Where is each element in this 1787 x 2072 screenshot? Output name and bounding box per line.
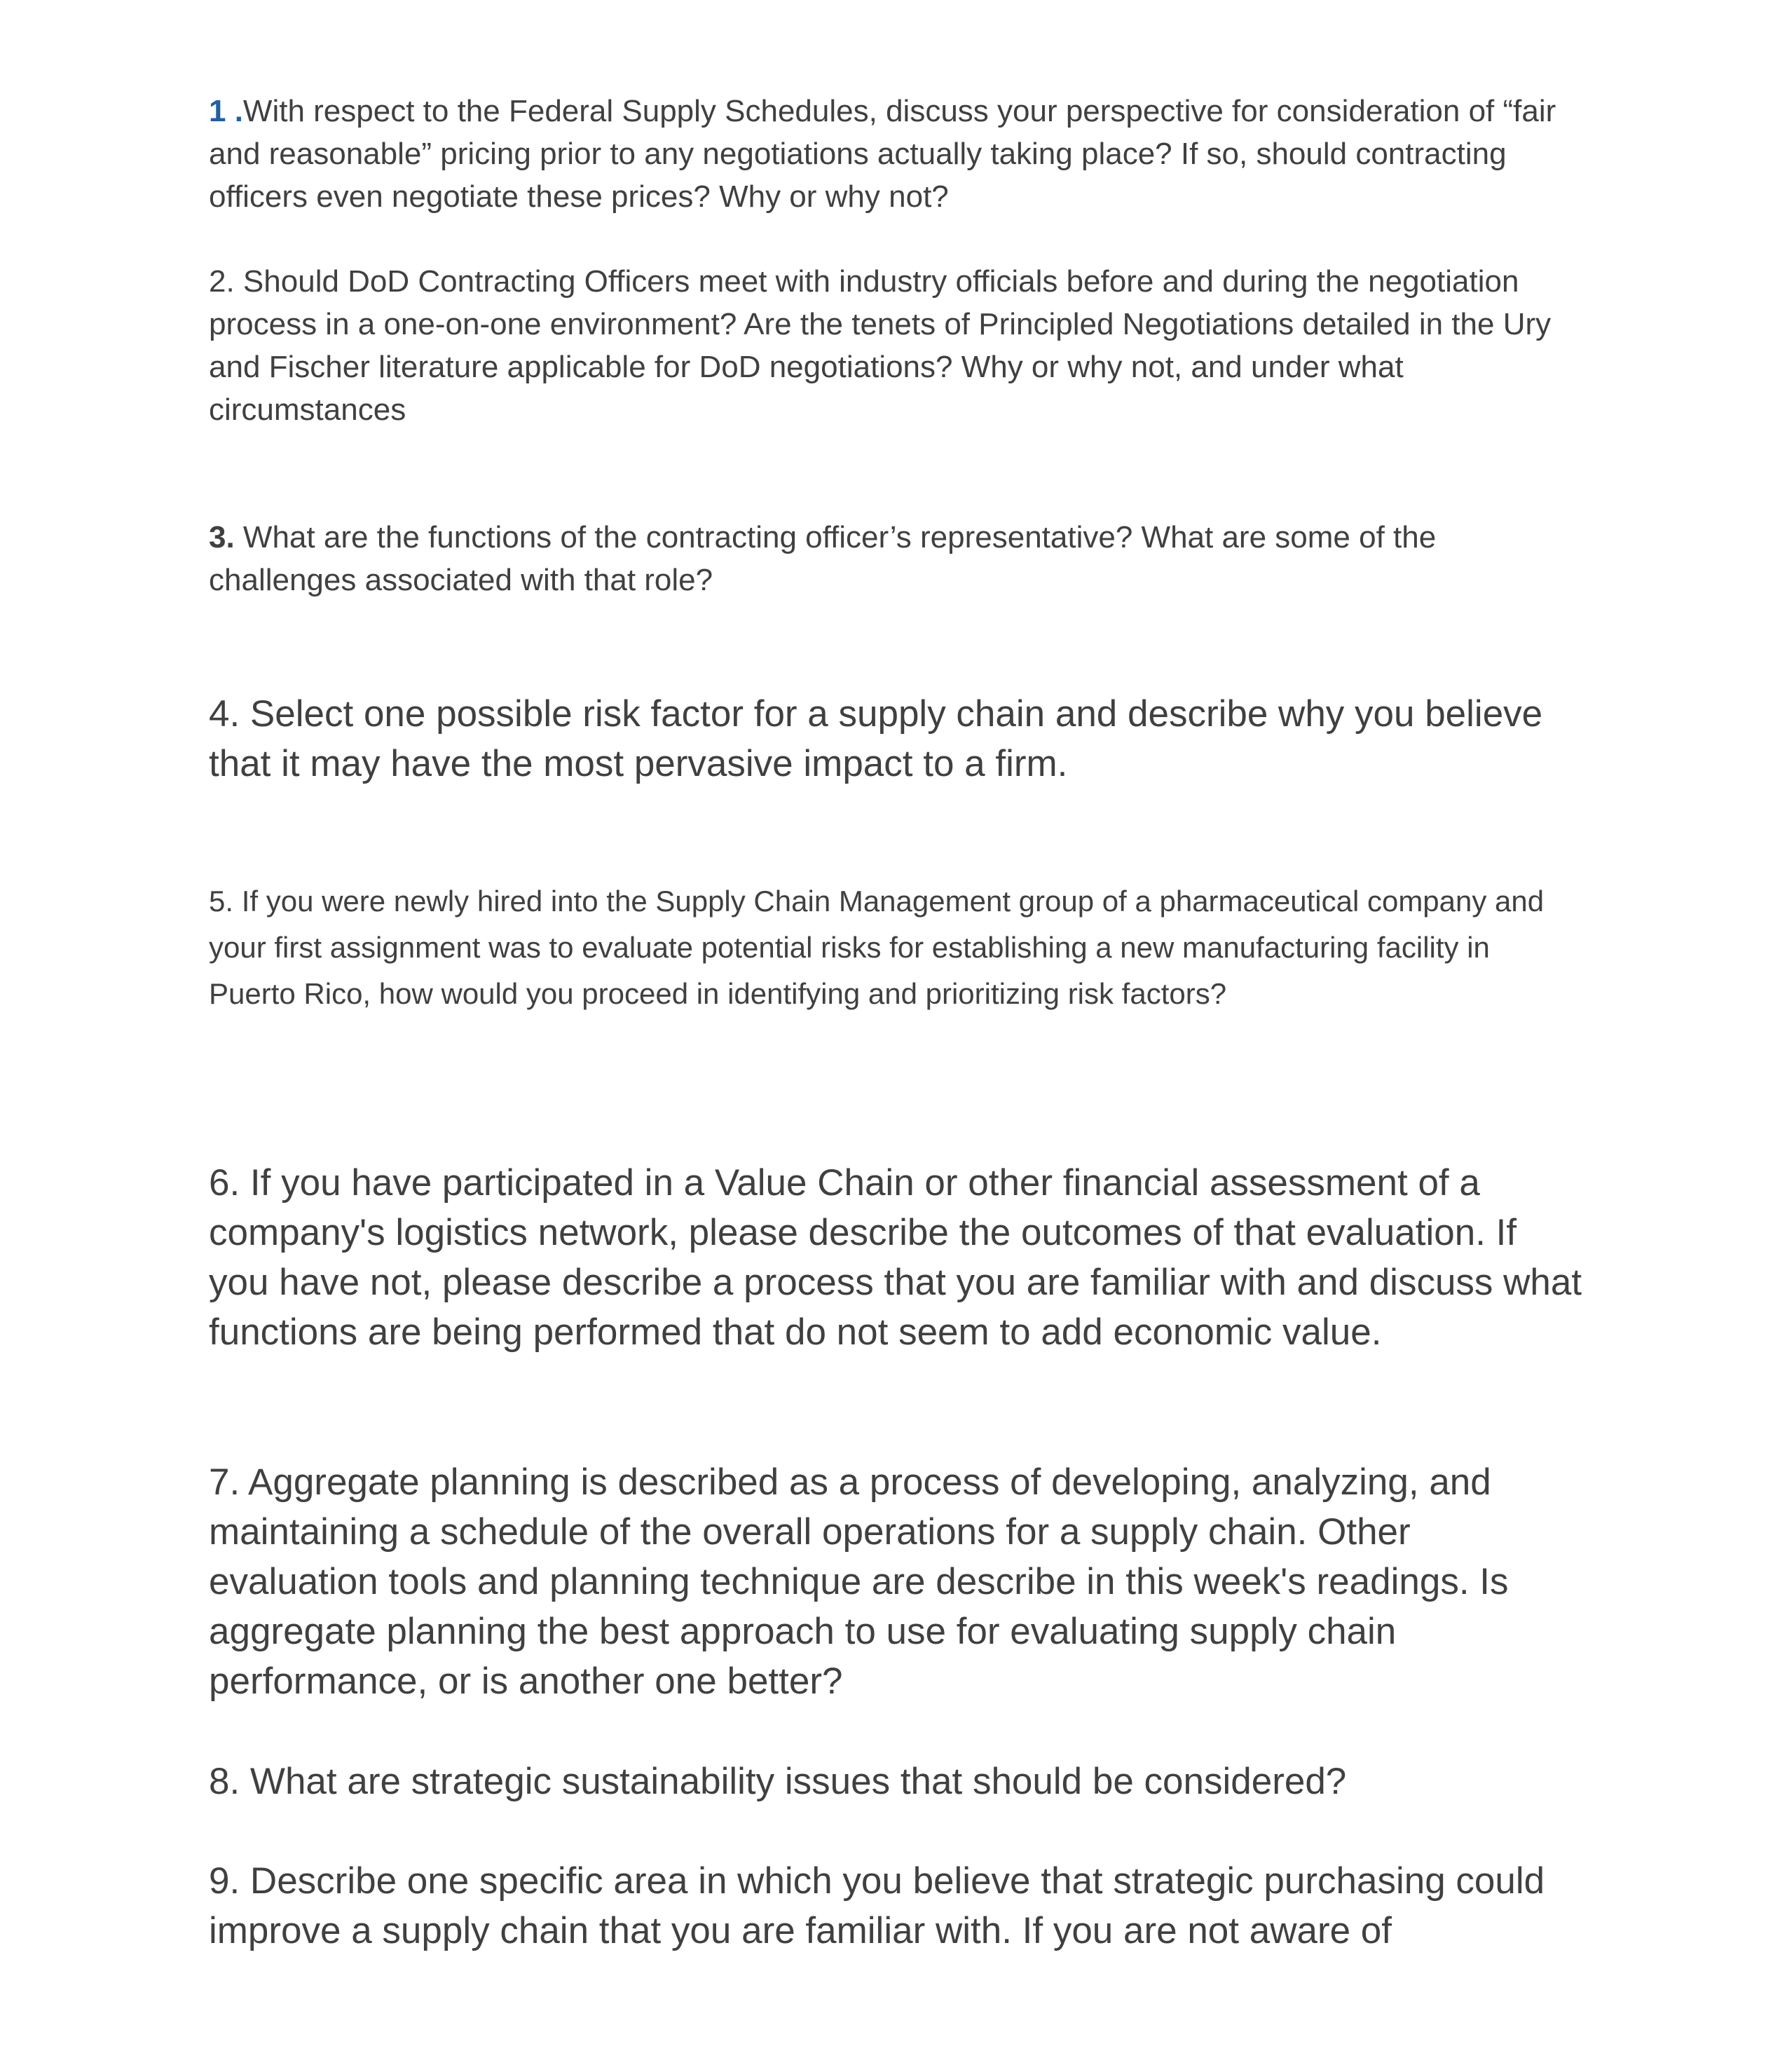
question-8-text: What are strategic sustainability issues that should be considered?: [240, 1761, 1347, 1802]
question-8-number: 8.: [209, 1761, 240, 1802]
question-7-number: 7.: [209, 1461, 240, 1503]
question-6-number: 6.: [209, 1162, 240, 1204]
question-5: [209, 878, 1582, 1017]
question-2-number: 2.: [209, 264, 235, 299]
question-3-number: 3.: [209, 520, 235, 554]
question-5-number: 5.: [209, 885, 234, 918]
question-3-text: What are the functions of the contracting officer’s representative? What are some of the challenges associated with that role?: [209, 520, 1437, 597]
question-4-text: Select one possible risk factor for a supply chain and describe why you believe that it may have the most pervasive impact to a firm.: [209, 693, 1543, 784]
question-2-text: Should DoD Contracting Officers meet with industry officials before and during the negotiation process in a one-on-one environment? Are the tenets of Principled Negotiations detailed in the Ury and Fischer literature applicable for DoD negotiations? Why or why not, and under what circumstances: [209, 264, 1552, 427]
question-4-number: 4.: [209, 693, 240, 735]
question-1: [209, 90, 1582, 218]
question-9-number: 9.: [209, 1860, 240, 1902]
question-4: [209, 689, 1582, 789]
question-1-text: With respect to the Federal Supply Schedules, discuss your perspective for consideration of “fair and reasonable” pricing prior to any negotiations actually taking place? If so, should contracting officers even negotiate these prices? Why or why not?: [209, 94, 1556, 214]
question-5-text: If you were newly hired into the Supply Chain Management group of a pharmaceutical company and your first assignment was to evaluate potential risks for establishing a new manufacturing facility in Puerto Rico, how would you proceed in identifying and prioritizing risk factors?: [209, 885, 1545, 1010]
question-7: [209, 1457, 1582, 1706]
question-1-number: 1 .: [209, 94, 243, 128]
question-9-text: Describe one specific area in which you believe that strategic purchasing could improve a supply chain that you are familiar with. If you are not aware of: [209, 1860, 1545, 1951]
question-8: [209, 1757, 1582, 1806]
question-3: [209, 516, 1582, 601]
question-7-text: Aggregate planning is described as a process of developing, analyzing, and maintaining a schedule of the overall operations for a supply chain. Other evaluation tools and planning technique are describe in this week's readings. Is aggregate planning the best approach to use for evaluating supply chain performance, or is another one better?: [209, 1461, 1509, 1702]
question-2: [209, 260, 1582, 431]
question-6: [209, 1158, 1582, 1357]
question-6-text: If you have participated in a Value Chain or other financial assessment of a company's logistics network, please describe the outcomes of that evaluation. If you have not, please describe a process that you are familiar with and discuss what functions are being performed that do not seem to add economic value.: [209, 1162, 1582, 1353]
question-9: [209, 1856, 1582, 1956]
